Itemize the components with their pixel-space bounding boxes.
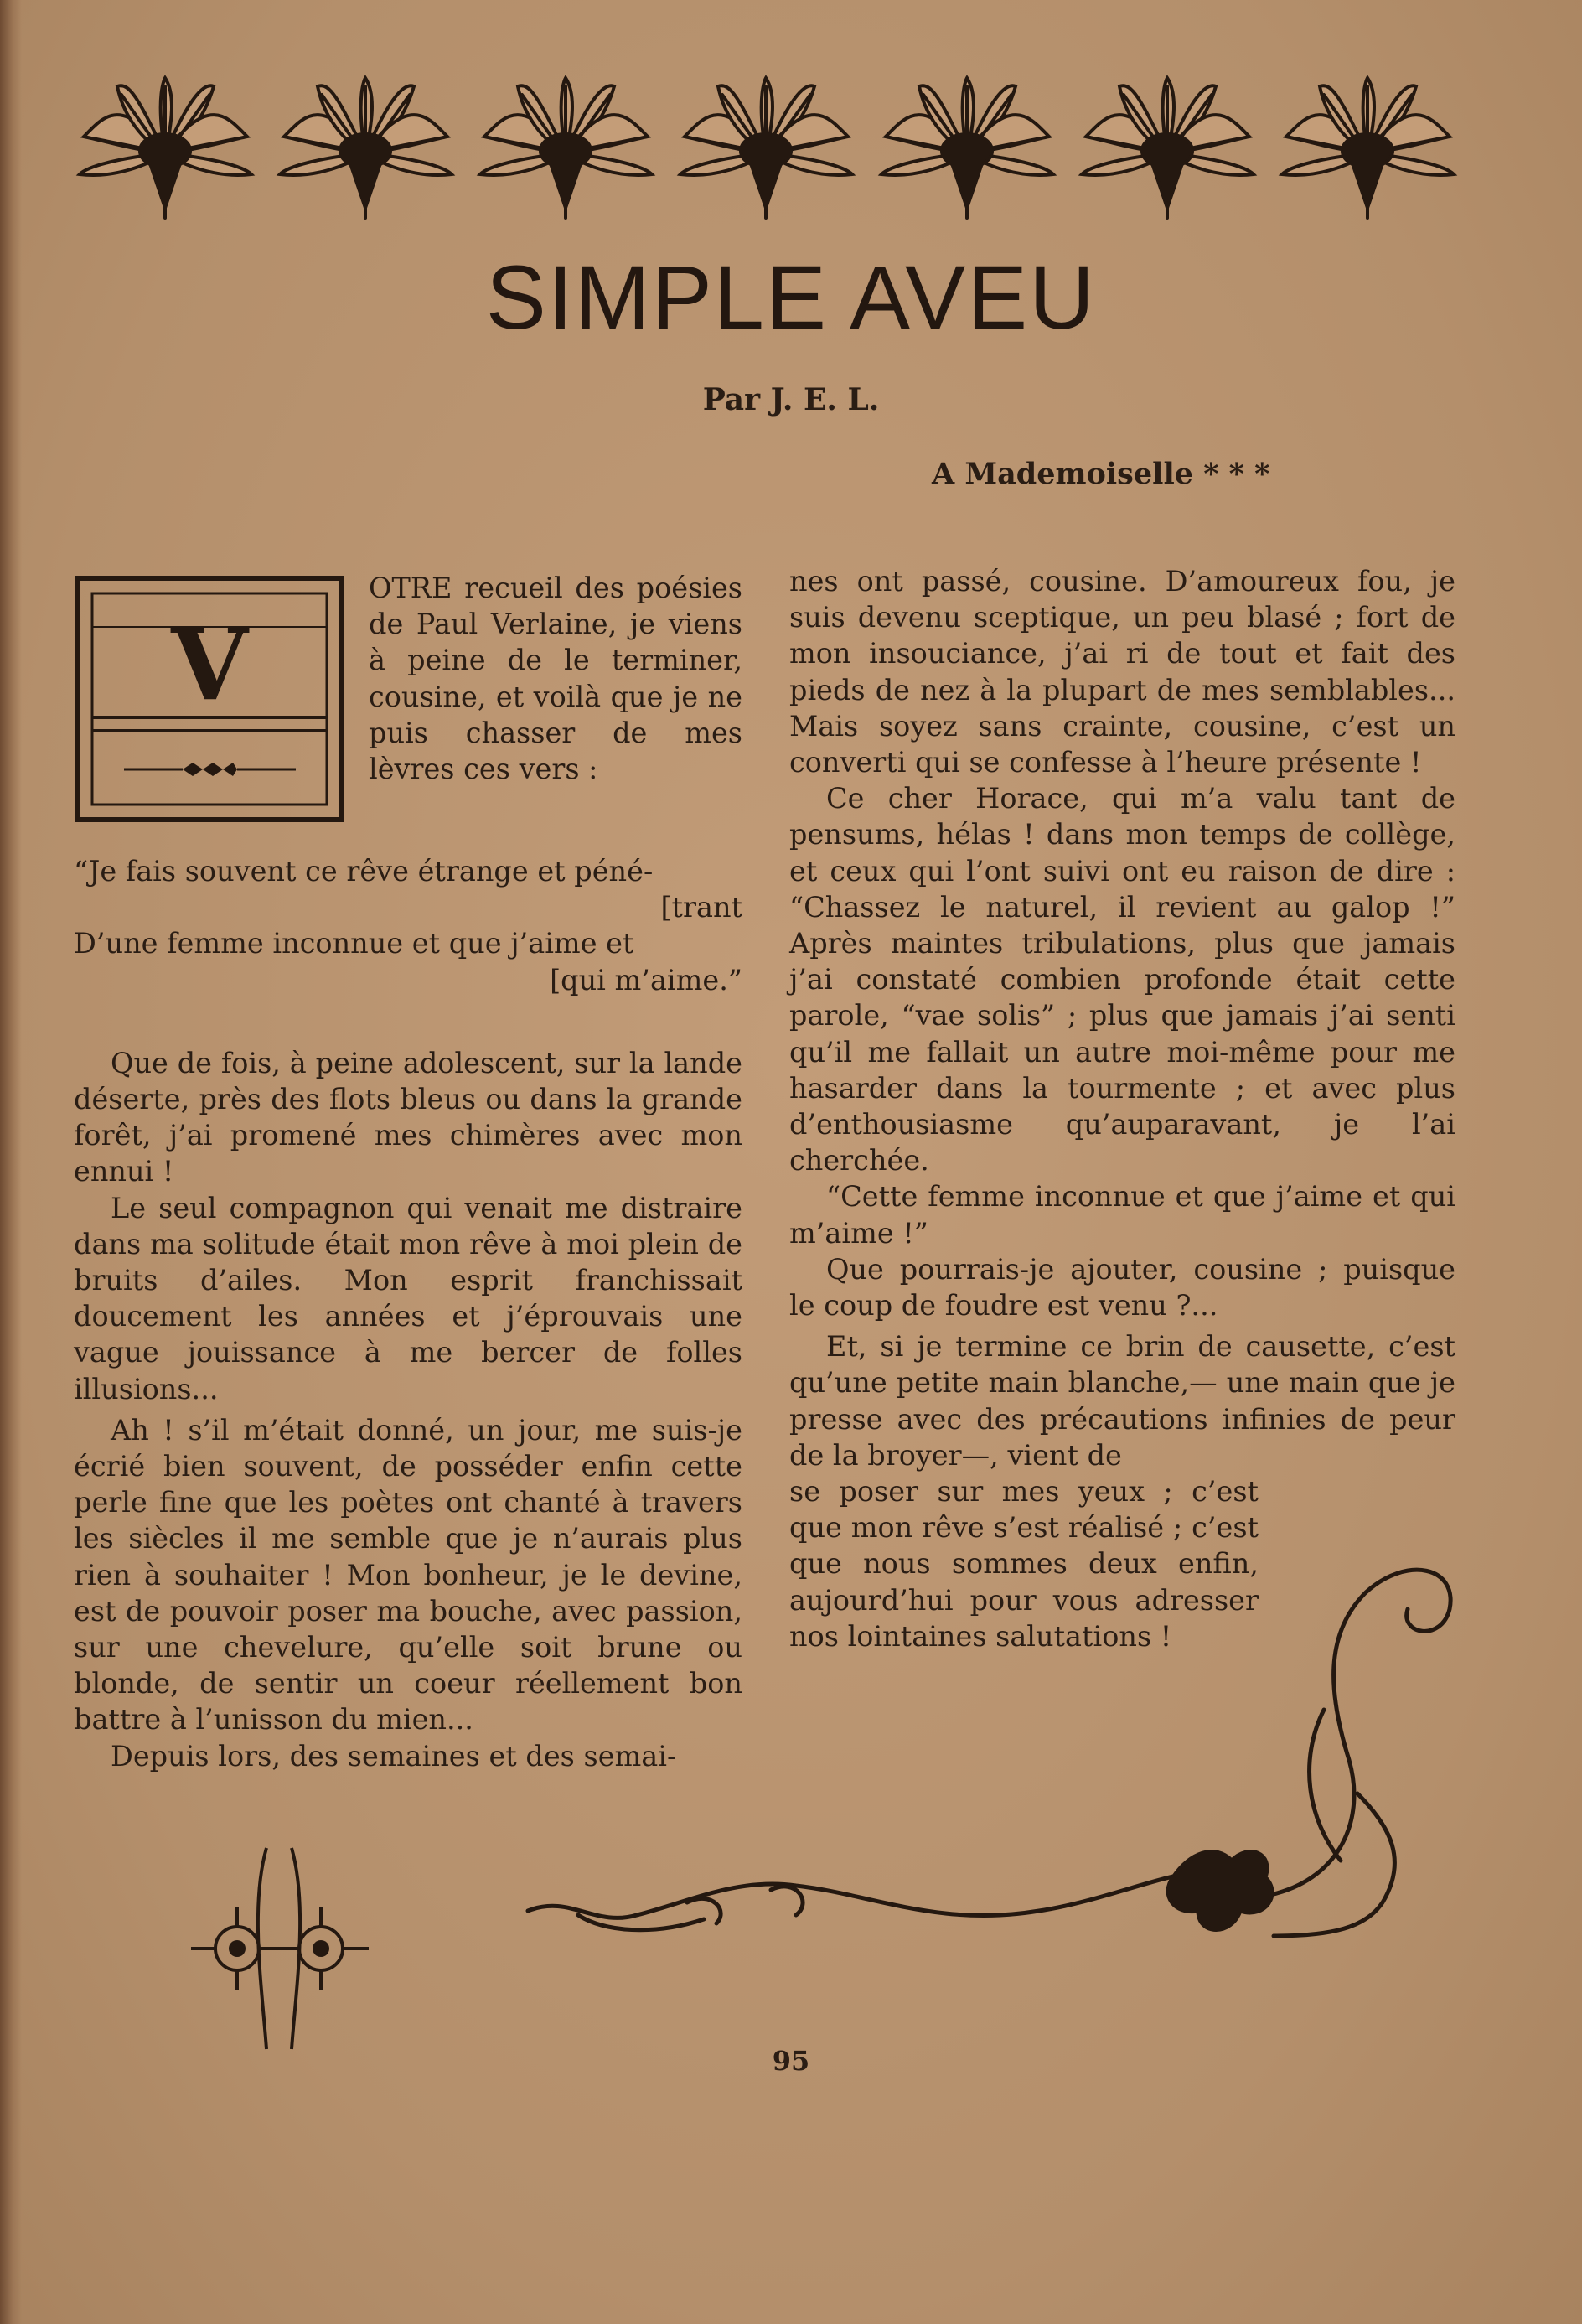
dropcap-letter: V [171,606,248,722]
page-number: 95 [772,2045,810,2077]
daisy-flower-icon [873,74,1062,220]
scroll-flourish-ornament-icon [520,1542,1483,1969]
daisy-flower-icon [672,74,861,220]
body-paragraph: “Cette femme inconnue et que j’aime et qui m’aime !” [789,1180,1455,1250]
author-byline: Par J. E. L. [702,382,880,417]
header-ornament-row [71,74,1462,220]
verse-line: [qui m’aime.” [550,963,742,996]
daisy-flower-icon [1073,74,1262,220]
body-paragraph: Et, si je termine ce brin de causette, c’est qu’une petite main blanche,— une main que je presse avec des précautions infinies de peur de la broyer—, vient de [789,1330,1455,1472]
body-paragraph: nes ont passé, cousine. D’amoureux fou, je suis devenu sceptique, un peu blasé ; fort de mon insouciance, j’ai ri de tout et fait des pieds de nez à la plupart de mes semblables... Mais soyez sans crainte, cousine, c’est un converti qui se confesse à l’heure présente ! [789,565,1455,779]
daisy-flower-icon [271,74,460,220]
daisy-flower-icon [71,74,260,220]
verse-line: “Je fais souvent ce rêve étrange et péné- [74,855,654,888]
daisy-flower-icon [472,74,660,220]
daisy-flower-icon [1274,74,1462,220]
page-title: SIMPLE AVEU [485,246,1097,348]
body-paragraph: Que pourrais-je ajouter, cousine ; puisque le coup de foudre est venu ?... [789,1252,1455,1322]
right-column [789,563,1455,1654]
verse-quote [74,853,742,998]
verse-line: [trant [660,891,742,924]
dedication: A Mademoiselle * * * [932,457,1270,491]
body-paragraph: Ce cher Horace, qui m’a valu tant de pensums, hélas ! dans mon temps de collège, et ceux qui l’ont suivi ont eu raison de dire : “Chassez le naturel, il revient au galop !” Après maintes tribulations, plus que jamais j’ai constaté combien profonde était cette parole, “vae solis” ; plus que jamais j’ai senti qu’il me fallait un autre moi-même pour me hasarder dans la tourmente ; et avec plus d’enthousiasme qu’auparavant, je l’ai cherchée. [789,782,1455,1178]
body-paragraph: se poser sur mes yeux ; c’est que mon rêve s’est réalisé ; c’est que nous sommes deux enfin, aujourd’hui pour vous adresser nos lointaines salutations ! [789,1475,1259,1653]
fleuron-ornament-icon [183,1840,375,2057]
body-paragraph: Le seul compagnon qui venait me distraire dans ma solitude était mon rêve à moi plein de bruits d’ailes. Mon esprit franchissait doucement les années et j’éprouvais une vague jouissance à me bercer de folles illusions... [74,1191,742,1405]
verse-line: D’une femme inconnue et que j’aime et [74,927,634,960]
body-paragraph: Depuis lors, des semaines et des semai- [111,1739,677,1773]
intro-paragraph: OTRE recueil des poésies de Paul Verlaine, je viens à peine de le terminer, cousine, et voilà que je ne puis chasser de mes lèvres ces vers : [369,572,742,786]
body-paragraph: Ah ! s’il m’était donné, un jour, me suis-je écrié bien souvent, de posséder enfin cette perle fine que les poètes ont chanté à travers les siècles il me semble que je n’aurais plus rien à souhaiter ! Mon bonheur, je le devine, est de pouvoir poser ma bouche, avec passion, sur une chevelure, qu’elle soit brune ou blonde, de sentir un coeur réellement bon battre à l’unisson du mien... [74,1413,742,1737]
dropcap-ornament-frame [74,575,345,823]
body-paragraph: Que de fois, à peine adolescent, sur la lande déserte, près des flots bleus ou dans la grande forêt, j’ai promené mes chimères avec mon ennui ! [74,1046,742,1188]
